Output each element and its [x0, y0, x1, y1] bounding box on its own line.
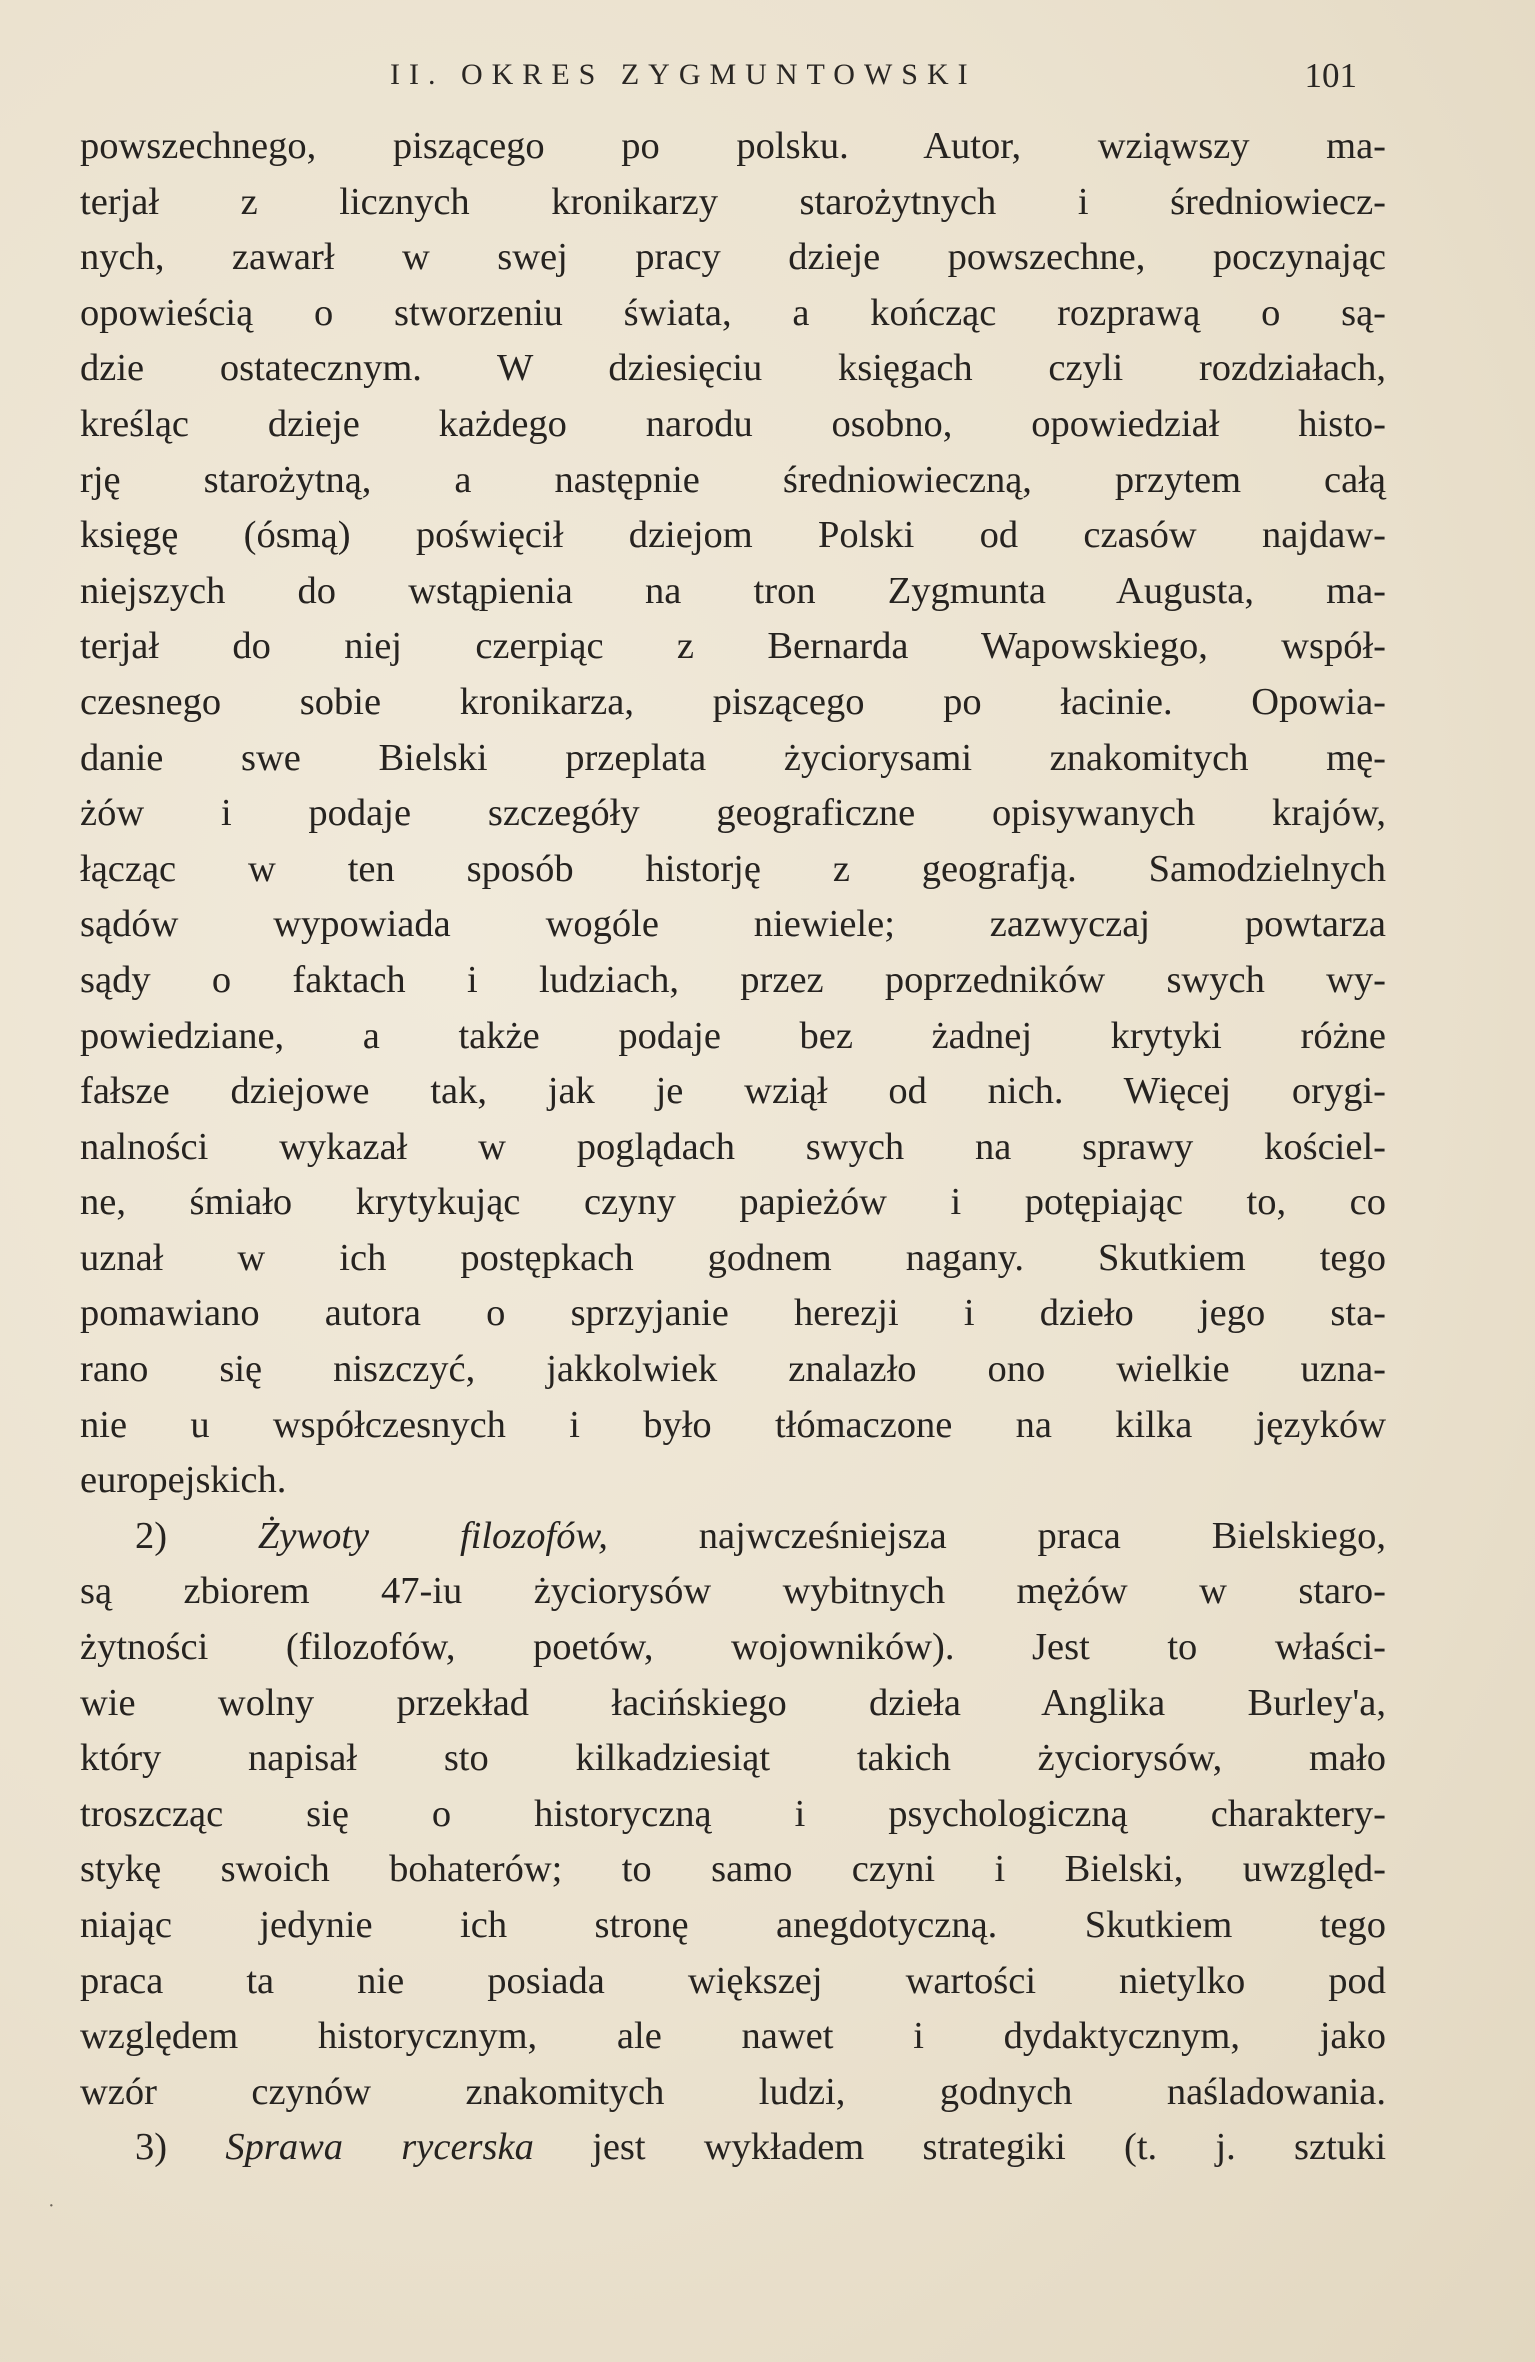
body-text — [80, 119, 1386, 2176]
text-line: czesnego sobie kronikarza, piszącego po łacinie. Opowia- — [80, 680, 1386, 723]
text-line: nie u współczesnych i było tłómaczone na kilka języków — [80, 1403, 1386, 1446]
text-line: terjał z licznych kronikarzy starożytnych i średniowiecz- — [80, 180, 1386, 223]
text-line: terjał do niej czerpiąc z Bernarda Wapowskiego, współ- — [80, 625, 1386, 668]
text-line: nalności wykazał w poglądach swych na sprawy kościel- — [80, 1125, 1386, 1168]
text-line: uznał w ich postępkach godnem nagany. Skutkiem tego — [80, 1236, 1386, 1279]
text-line: księgę (ósmą) poświęcił dziejom Polski od czasów najdaw- — [80, 514, 1386, 557]
text-line: względem historycznym, ale nawet i dydaktycznym, jako — [80, 2015, 1386, 2058]
text-line: sądów wypowiada wogóle niewiele; zazwyczaj powtarza — [80, 903, 1386, 946]
page-number: 101 — [1304, 56, 1357, 95]
text-line: powszechnego, piszącego po polsku. Autor, wziąwszy ma- — [80, 125, 1386, 167]
text-run: najwcześniejsza praca Bielskiego, — [698, 1514, 1387, 1557]
text-line: niejszych do wstąpienia na tron Zygmunta Augusta, ma- — [80, 569, 1386, 612]
text-line: pomawiano autora o sprzyjanie herezji i dzieło jego sta- — [80, 1292, 1386, 1335]
text-line: fałsze dziejowe tak, jak je wziął od nich. Więcej orygi- — [80, 1070, 1386, 1113]
text-line: rję starożytną, a następnie średniowieczną, przytem całą — [80, 458, 1386, 501]
text-line: łącząc w ten sposób historję z geografją. Samodzielnych — [80, 847, 1386, 890]
text-line: ne, śmiało krytykując czyny papieżów i potępiając to, co — [80, 1181, 1386, 1224]
text-line: troszcząc się o historyczną i psychologiczną charaktery- — [80, 1792, 1386, 1835]
page-header — [390, 52, 1357, 112]
text-line: europejskich. — [80, 1459, 287, 1502]
text-line: niając jedynie ich stronę anegdotyczną. Skutkiem tego — [80, 1904, 1386, 1946]
text-line: który napisał sto kilkadziesiąt takich życiorysów, mało — [80, 1737, 1386, 1780]
text-line: powiedziane, a także podaje bez żadnej krytyki różne — [80, 1014, 1386, 1057]
text-line: kreśląc dzieje każdego narodu osobno, opowiedział histo- — [80, 402, 1386, 445]
item-number: 3) — [135, 2126, 168, 2169]
text-line: opowieścią o stworzeniu świata, a kończąc rozprawą o są- — [80, 291, 1386, 334]
text-line: danie swe Bielski przeplata życiorysami znakomitych mę- — [80, 736, 1386, 779]
text-line: wzór czynów znakomitych ludzi, godnych naśladowania. — [80, 2070, 1386, 2113]
work-title: Sprawa rycerska — [225, 2126, 534, 2169]
text-line: żów i podaje szczegóły geograficzne opisywanych krajów, — [80, 792, 1386, 835]
text-line: nych, zawarł w swej pracy dzieje powszechne, poczynając — [80, 236, 1386, 279]
work-title: Żywoty filozofów, — [257, 1514, 608, 1557]
text-line: żytności (filozofów, poetów, wojowników). Jest to właści- — [80, 1626, 1386, 1669]
text-line: sądy o faktach i ludziach, przez poprzedników swych wy- — [80, 958, 1386, 1001]
running-head: II. OKRES ZYGMUNTOWSKI — [390, 58, 977, 91]
text-line: są zbiorem 47-iu życiorysów wybitnych mężów w staro- — [80, 1570, 1386, 1613]
paragraph-3-first-line — [80, 2120, 1386, 2176]
text-line: praca ta nie posiada większej wartości nietylko pod — [80, 1959, 1386, 2002]
paragraph-2-first-line — [80, 1509, 1386, 1565]
text-line: stykę swoich bohaterów; to samo czyni i Bielski, uwzględ- — [80, 1848, 1386, 1891]
margin-speck: · — [48, 2195, 55, 2217]
item-number: 2) — [135, 1514, 168, 1557]
text-run: jest wykładem strategiki (t. j. sztuki — [592, 2126, 1387, 2169]
text-line: wie wolny przekład łacińskiego dzieła Anglika Burley'a, — [80, 1681, 1386, 1724]
text-line: dzie ostatecznym. W dziesięciu księgach czyli rozdziałach, — [80, 347, 1386, 390]
text-line: rano się niszczyć, jakkolwiek znalazło ono wielkie uzna- — [80, 1348, 1386, 1391]
